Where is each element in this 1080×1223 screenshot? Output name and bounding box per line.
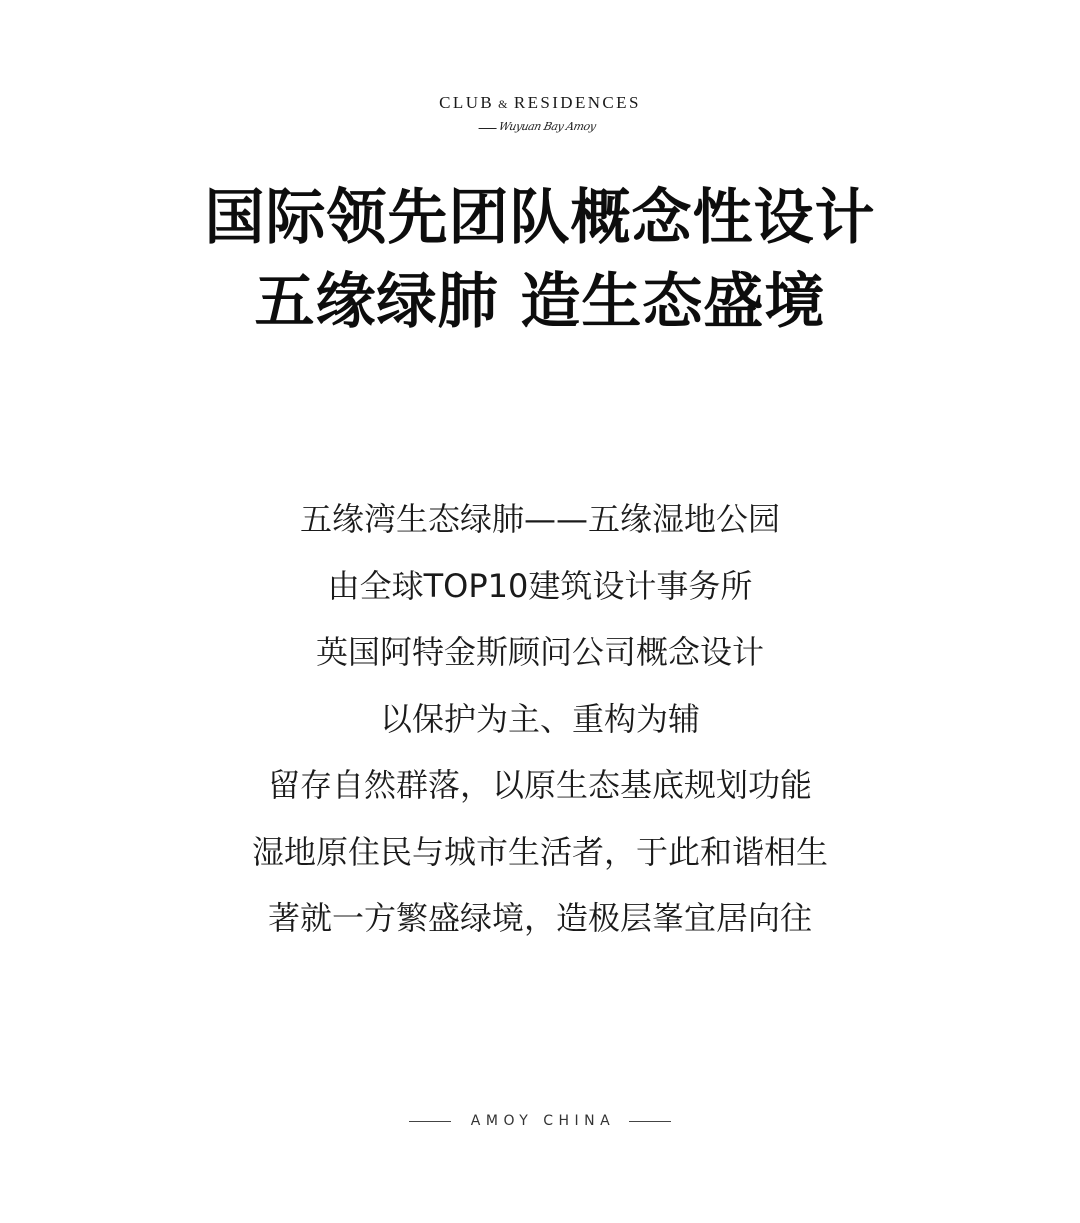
logo-word-club: CLUB: [439, 93, 495, 112]
footer: [0, 1110, 1080, 1132]
footer-rule-left: [409, 1121, 451, 1122]
body-line-1: 五缘湾生态绿肺——五缘湿地公园: [299, 500, 780, 538]
logo-wordmark: [0, 92, 1080, 115]
body-line-7: 著就一方繁盛绿境，造极层峯宜居向往: [267, 899, 812, 937]
footer-rule-right: [629, 1121, 671, 1122]
body-line-4: 以保护为主、重构为辅: [379, 699, 700, 738]
body-line-3: 英国阿特金斯顾问公司概念设计: [315, 633, 764, 671]
logo-ampersand: &: [498, 97, 510, 111]
page-title: [0, 176, 1080, 344]
title-line-1: 国际领先团队概念性设计: [204, 183, 876, 253]
title-line-2: 五缘绿肺 造生态盛境: [254, 267, 826, 337]
brand-logo: [0, 92, 1080, 134]
body-line-2: 由全球TOP10建筑设计事务所: [327, 566, 753, 605]
body-copy: [0, 486, 1080, 952]
body-line-5: 留存自然群落，以原生态基底规划功能: [267, 766, 812, 804]
logo-script-signature: Wuyuan Bay Amoy: [483, 120, 596, 133]
body-line-6: 湿地原住民与城市生活者，于此和谐相生: [251, 832, 828, 871]
footer-location-text: AMOY CHINA: [470, 1113, 616, 1129]
logo-word-residences: RESIDENCES: [513, 93, 641, 112]
